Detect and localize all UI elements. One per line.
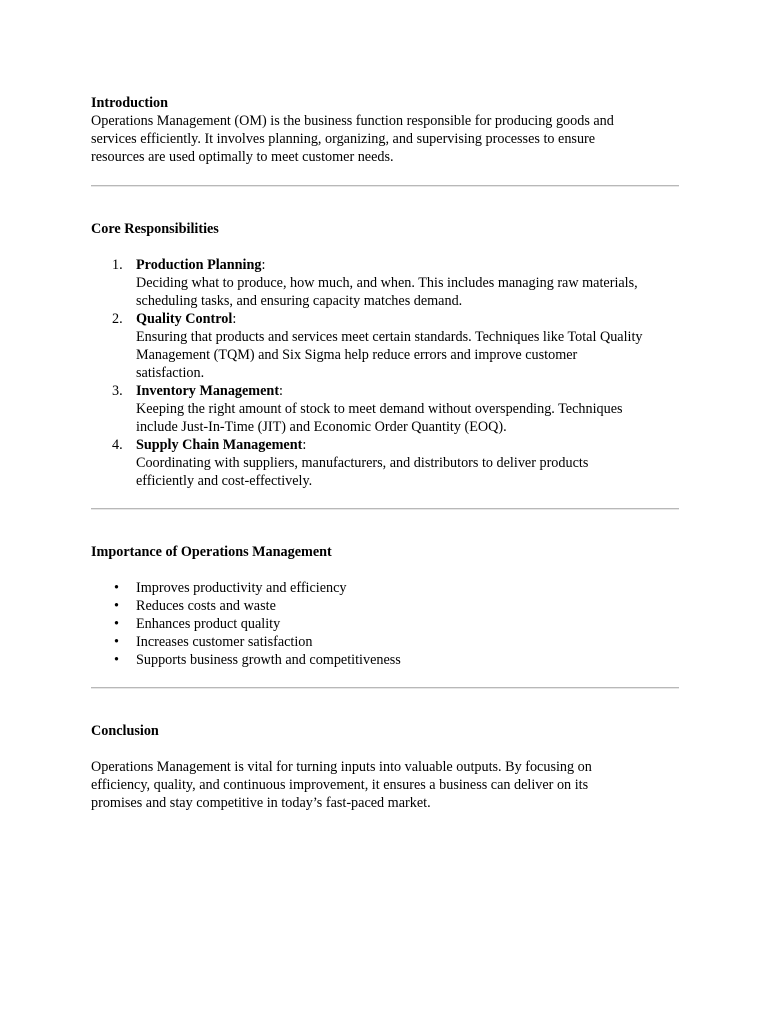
item-colon: : (232, 311, 237, 327)
list-item-text: Improves productivity and efficiency (136, 580, 347, 596)
list-number: 3. (112, 383, 123, 399)
list-number: 4. (112, 437, 123, 453)
bullet-icon: • (114, 634, 119, 650)
item-title: Supply Chain Management (136, 437, 303, 453)
introduction-paragraph (91, 112, 679, 166)
list-item (91, 597, 679, 615)
bullet-icon: • (114, 652, 119, 668)
list-item (91, 310, 679, 382)
list-item-text: Increases customer satisfaction (136, 634, 313, 650)
list-item (91, 633, 679, 651)
bullet-icon: • (114, 580, 119, 596)
text-line: scheduling tasks, and ensuring capacity matches demand. (136, 293, 463, 309)
list-number: 1. (112, 257, 123, 273)
section-divider (91, 508, 679, 510)
list-item (91, 382, 679, 436)
conclusion-heading: Conclusion (91, 723, 159, 739)
conclusion-section (91, 722, 679, 812)
text-line: promises and stay competitive in today’s fast-paced market. (91, 795, 431, 811)
list-item (91, 579, 679, 597)
text-line: services efficiently. It involves planning, organizing, and supervising processes to ensure (91, 131, 596, 147)
item-colon: : (261, 257, 266, 273)
item-title: Production Planning (136, 257, 262, 273)
list-item (91, 256, 679, 310)
importance-list (91, 579, 679, 669)
item-colon: : (302, 437, 307, 453)
text-line: efficiency, quality, and continuous improvement, it ensures a business can deliver on its (91, 777, 589, 793)
text-line: Coordinating with suppliers, manufacturers, and distributors to deliver products (136, 455, 589, 471)
list-item (91, 651, 679, 669)
list-item-text: Enhances product quality (136, 616, 281, 632)
item-title: Quality Control (136, 311, 233, 327)
text-line: satisfaction. (136, 365, 205, 381)
section-divider (91, 687, 679, 689)
item-title: Inventory Management (136, 383, 280, 399)
core-responsibilities-section (91, 220, 679, 490)
introduction-heading: Introduction (91, 95, 168, 111)
conclusion-paragraph (91, 758, 679, 812)
list-number: 2. (112, 311, 123, 327)
text-line: include Just-In-Time (JIT) and Economic Order Quantity (EOQ). (136, 419, 507, 435)
text-line: resources are used optimally to meet customer needs. (91, 149, 394, 165)
responsibilities-list (91, 256, 679, 490)
section-divider (91, 185, 679, 187)
importance-section (91, 543, 679, 669)
item-colon: : (279, 383, 283, 399)
list-item-text: Supports business growth and competitiveness (136, 652, 401, 668)
text-line: Keeping the right amount of stock to meet demand without overspending. Techniques (136, 401, 623, 417)
list-item (91, 436, 679, 490)
text-line: Management (TQM) and Six Sigma help reduce errors and improve customer (136, 347, 578, 363)
introduction-section (91, 94, 679, 166)
text-line: efficiently and cost-effectively. (136, 473, 313, 489)
bullet-icon: • (114, 616, 119, 632)
text-line: Deciding what to produce, how much, and when. This includes managing raw materials, (136, 275, 638, 291)
bullet-icon: • (114, 598, 119, 614)
importance-heading: Importance of Operations Management (91, 544, 332, 560)
document-page (91, 94, 679, 812)
text-line: Operations Management is vital for turning inputs into valuable outputs. By focusing on (91, 759, 592, 775)
core-responsibilities-heading: Core Responsibilities (91, 221, 219, 237)
list-item-text: Reduces costs and waste (136, 598, 276, 614)
text-line: Ensuring that products and services meet certain standards. Techniques like Total Quality (136, 329, 643, 345)
list-item (91, 615, 679, 633)
text-line: Operations Management (OM) is the business function responsible for producing goods and (91, 113, 614, 129)
